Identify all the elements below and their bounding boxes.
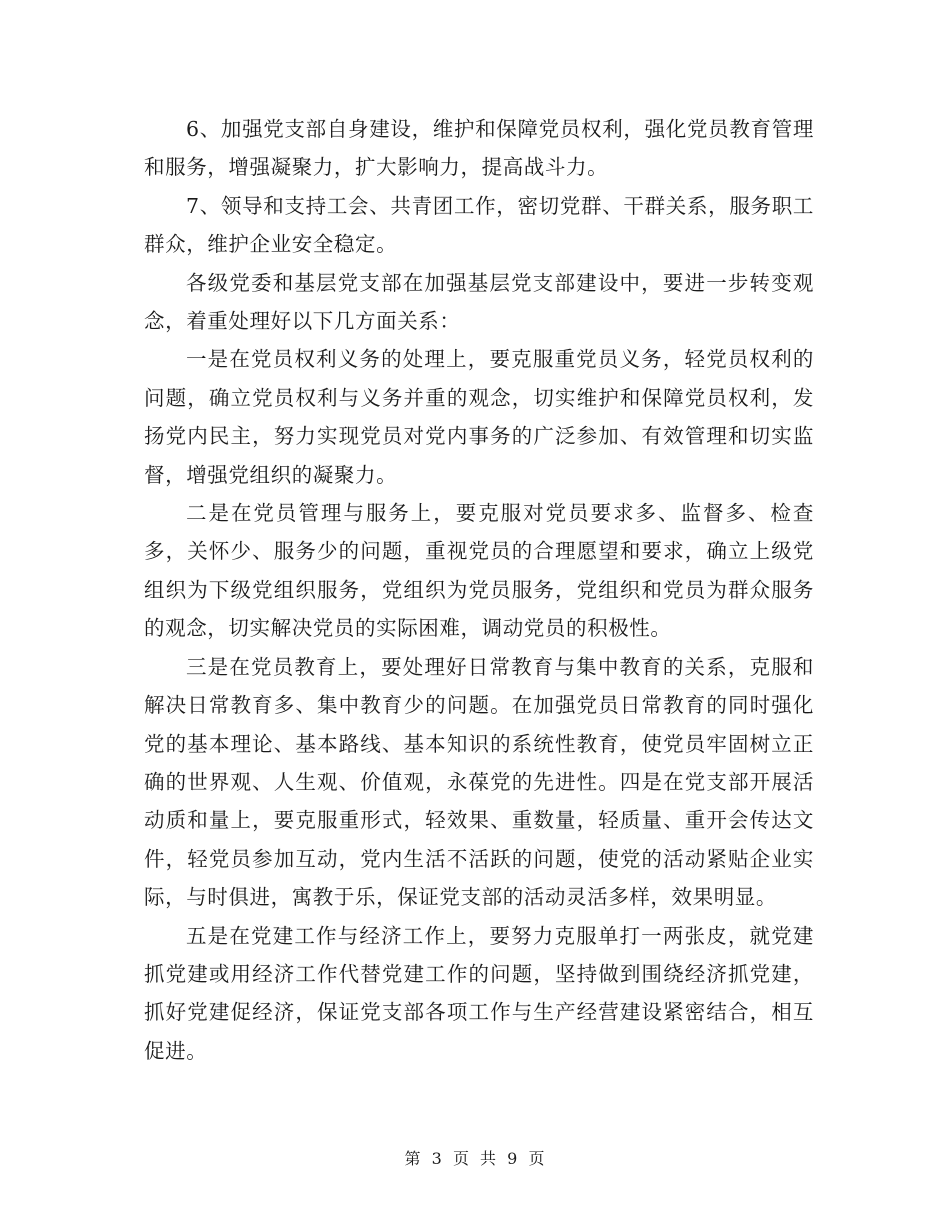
footer-page-word: 页: [452, 1149, 470, 1168]
current-page-number: 3: [431, 1149, 443, 1168]
footer-suffix: 页: [528, 1149, 546, 1168]
footer-prefix: 第: [404, 1149, 422, 1168]
total-pages-number: 9: [507, 1149, 519, 1168]
paragraph-relations-intro: 各级党委和基层党支部在加强基层党支部建设中，要进一步转变观念，着重处理好以下几方面关系：: [144, 270, 814, 334]
footer-total-word: 共: [480, 1149, 498, 1168]
paragraph-point-one: 一是在党员权利义务的处理上，要克服重党员义务，轻党员权利的问题，确立党员权利与义务并重的观念，切实维护和保障党员权利，发扬党内民主，努力实现党员对党内事务的广泛参加、有效管理和切实监督，增强党组织的凝聚力。: [144, 347, 814, 487]
paragraph-point-five: 五是在党建工作与经济工作上，要努力克服单打一两张皮，就党建抓党建或用经济工作代替党建工作的问题，坚持做到围绕经济抓党建，抓好党建促经济，保证党支部各项工作与生产经营建设紧密结合，相互促进。: [144, 923, 814, 1063]
document-body: [144, 110, 814, 1070]
paragraph-point-two: 二是在党员管理与服务上，要克服对党员要求多、监督多、检查多，关怀少、服务少的问题，重视党员的合理愿望和要求，确立上级党组织为下级党组织服务，党组织为党员服务，党组织和党员为群众服务的观念，切实解决党员的实际困难，调动党员的积极性。: [144, 501, 814, 641]
paragraph-item-7: 7、领导和支持工会、共青团工作，密切党群、干群关系，服务职工群众，维护企业安全稳定。: [144, 193, 814, 257]
paragraph-point-three-four: 三是在党员教育上，要处理好日常教育与集中教育的关系，克服和解决日常教育多、集中教育少的问题。在加强党员日常教育的同时强化党的基本理论、基本路线、基本知识的系统性教育，使党员牢固树立正确的世界观、人生观、价值观，永葆党的先进性。四是在党支部开展活动质和量上，要克服重形式，轻效果、重数量，轻质量、重开会传达文件，轻党员参加互动，党内生活不活跃的问题，使党的活动紧贴企业实际，与时俱进，寓教于乐，保证党支部的活动灵活多样，效果明显。: [144, 654, 814, 910]
paragraph-item-6: 6、加强党支部自身建设，维护和保障党员权利，强化党员教育管理和服务，增强凝聚力，扩大影响力，提高战斗力。: [144, 117, 814, 180]
page-footer: [0, 1146, 950, 1169]
